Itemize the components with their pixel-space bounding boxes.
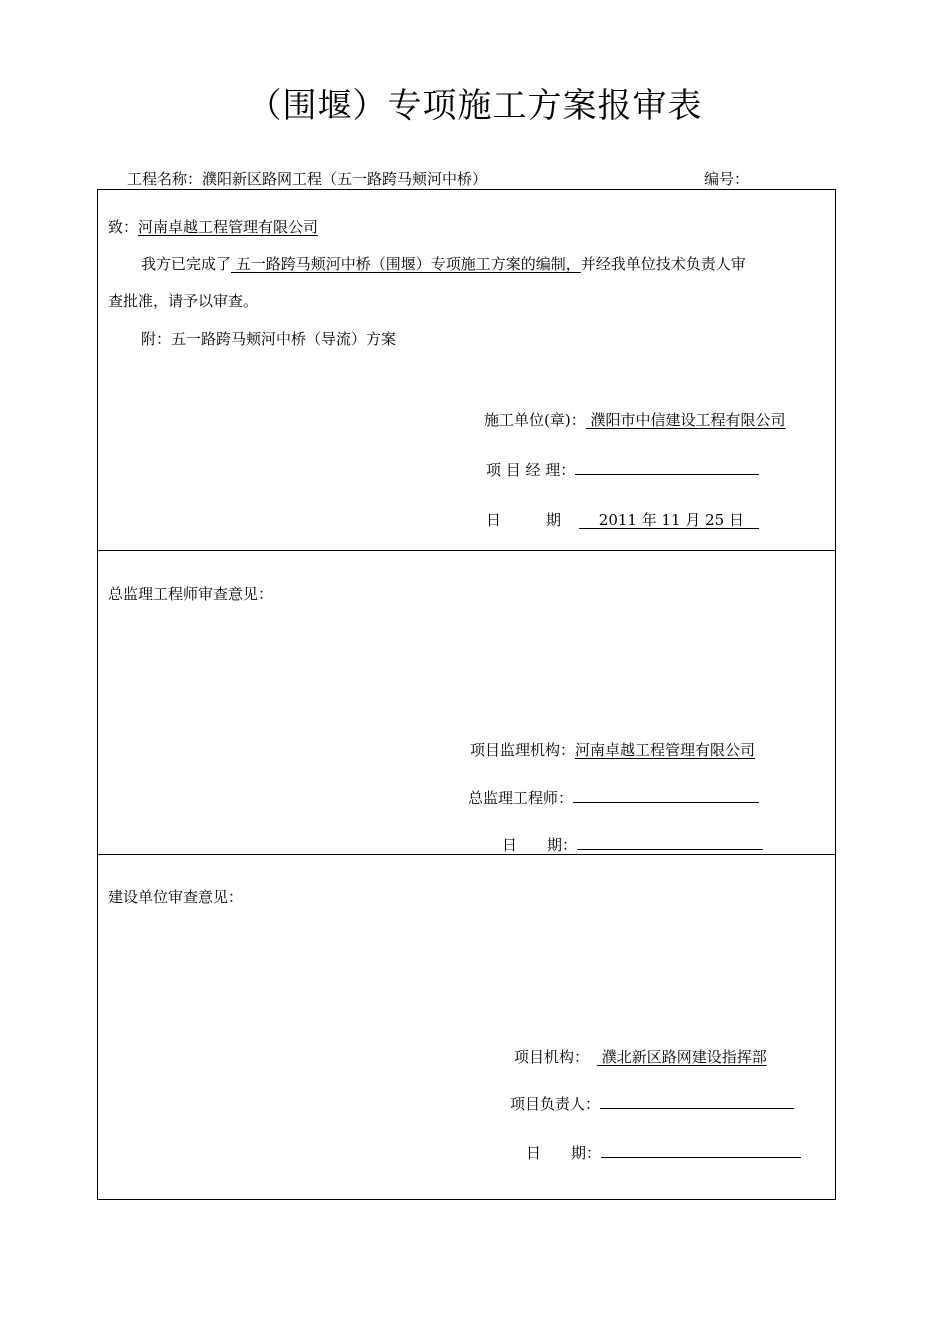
owner-date-line bbox=[601, 1143, 801, 1158]
supervisor-date-line bbox=[577, 835, 763, 850]
project-manager-label: 项 目 经 理： bbox=[486, 461, 576, 479]
recipient-value: 河南卓越工程管理有限公司 bbox=[138, 218, 319, 236]
submission-date-label: 日 期 bbox=[486, 511, 562, 529]
supervision-org-value: 河南卓越工程管理有限公司 bbox=[575, 741, 756, 759]
owner-date-label: 日 期： bbox=[526, 1144, 602, 1162]
owner-org-value: 濮北新区路网建设指挥部 bbox=[597, 1048, 767, 1066]
attachment-line: 附：五一路跨马颊河中桥（导流）方案 bbox=[141, 330, 397, 348]
construction-unit-label: 施工单位(章)： bbox=[484, 411, 586, 429]
owner-opinion-heading: 建设单位审查意见： bbox=[108, 888, 244, 906]
statement-line-2: 查批准，请予以审查。 bbox=[108, 292, 259, 310]
submission-date-value: 2011 年 11 月 25 日 bbox=[579, 511, 759, 529]
supervision-org-row bbox=[470, 739, 755, 760]
supervisor-date-label: 日 期： bbox=[502, 836, 578, 854]
supervisor-date-row bbox=[502, 834, 763, 855]
owner-leader-signature-line bbox=[600, 1094, 794, 1109]
section-divider-1 bbox=[97, 550, 836, 551]
statement-plan-name: 五一路跨马颊河中桥（围堰）专项施工方案的编制， bbox=[231, 255, 581, 273]
project-manager-row bbox=[486, 459, 759, 480]
owner-leader-row bbox=[510, 1093, 794, 1114]
recipient-label: 致： bbox=[108, 218, 139, 236]
number-label: 编号： bbox=[704, 170, 750, 188]
owner-org-label: 项目机构： bbox=[514, 1048, 590, 1066]
supervision-org-label: 项目监理机构： bbox=[470, 741, 576, 759]
project-manager-signature-line bbox=[575, 460, 759, 475]
supervisor-opinion-heading: 总监理工程师审查意见： bbox=[108, 585, 274, 603]
construction-unit-row bbox=[484, 409, 786, 430]
page-title: （围堰）专项施工方案报审表 bbox=[247, 86, 703, 126]
recipient-line bbox=[108, 216, 318, 237]
owner-date-row bbox=[526, 1142, 801, 1163]
construction-unit-value: 濮阳市中信建设工程有限公司 bbox=[585, 411, 786, 429]
project-name: 工程名称：濮阳新区路网工程（五一路跨马颊河中桥） bbox=[127, 170, 488, 188]
statement-prefix: 我方已完成了 bbox=[141, 255, 232, 273]
submission-statement bbox=[141, 253, 746, 274]
chief-engineer-label: 总监理工程师： bbox=[468, 789, 574, 807]
submission-date-row bbox=[486, 509, 759, 530]
statement-suffix: 并经我单位技术负责人审 bbox=[580, 255, 746, 273]
chief-engineer-signature-line bbox=[573, 788, 759, 803]
owner-org-row bbox=[514, 1046, 767, 1067]
owner-leader-label: 项目负责人： bbox=[510, 1095, 601, 1113]
chief-engineer-row bbox=[468, 787, 759, 808]
